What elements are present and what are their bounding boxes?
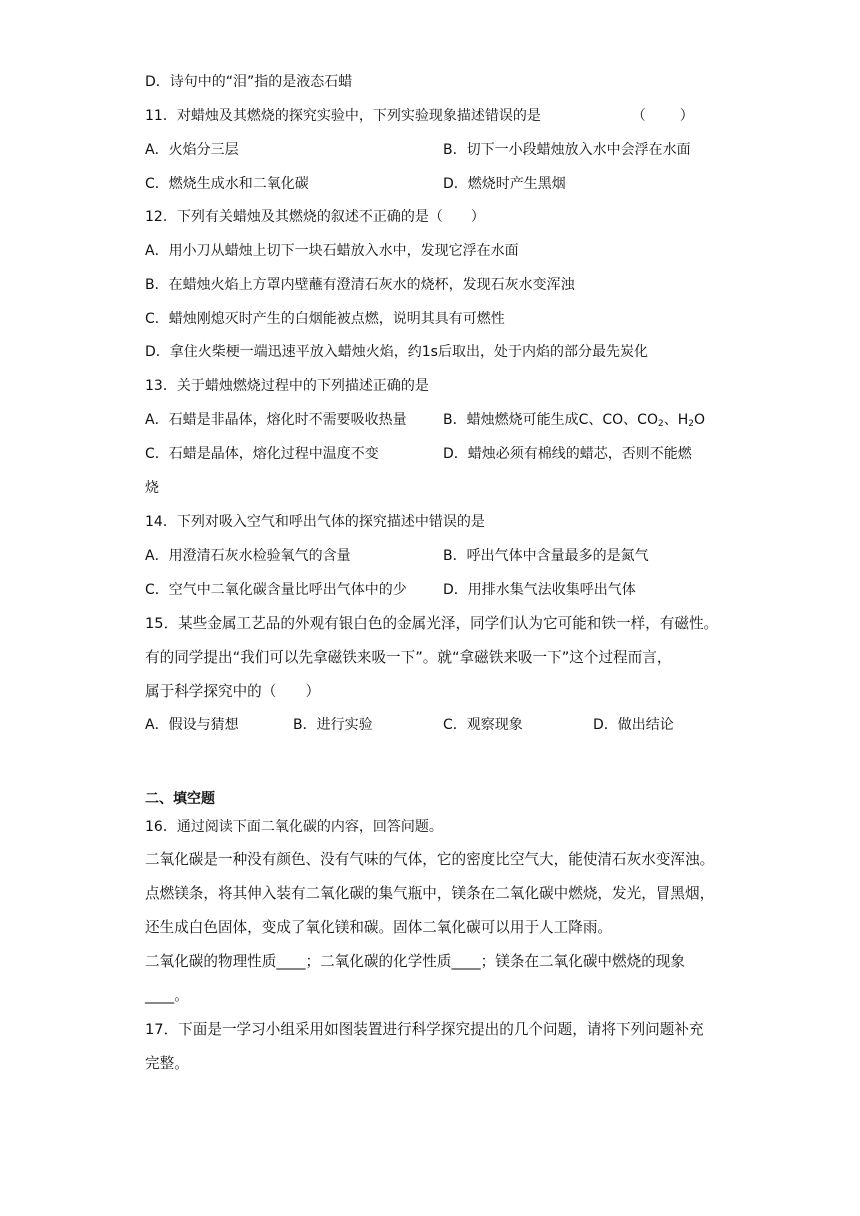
q11-bracket-close: ） <box>679 108 694 124</box>
q10-option-d: D．诗句中的“泪”指的是液态石蜡 <box>145 74 353 90</box>
q15-option-b: B．进行实验 <box>293 717 373 733</box>
q15-option-a: A．假设与猜想 <box>145 717 239 733</box>
q16-stem: 16．通过阅读下面二氧化碳的内容，回答问题。 <box>145 819 443 835</box>
q13-option-d-continued: 烧 <box>145 480 159 496</box>
q13-b-mid: 、H <box>663 412 689 428</box>
q12-option-c: C．蜡烛刚熄灭时产生的白烟能被点燃，说明其具有可燃性 <box>145 311 505 327</box>
q12-stem: 12．下列有关蜡烛及其燃烧的叙述不正确的是（ ） <box>145 209 485 225</box>
q16-question-line-1: 二氧化碳的物理性质____；二氧化碳的化学性质____；镁条在二氧化碳中燃烧的现象 <box>145 953 685 970</box>
q16-passage-line-1: 二氧化碳是一种没有颜色、没有气味的气体，它的密度比空气大，能使清石灰水变浑浊。 <box>145 851 715 868</box>
q15-line-2: 有的同学提出“我们可以先拿磁铁来吸一下”。就“拿磁铁来吸一下”这个过程而言， <box>145 649 672 666</box>
q13-b-sub2: 2 <box>688 419 694 429</box>
q11-stem <box>145 107 694 125</box>
q14-option-c: C．空气中二氧化碳含量比呼出气体中的少 <box>145 582 407 598</box>
q15-line-3: 属于科学探究中的（ ） <box>145 683 321 700</box>
q16-passage <box>145 843 725 1013</box>
q14-option-d: D．用排水集气法收集呼出气体 <box>443 582 636 598</box>
q11-option-a: A．火焰分三层 <box>145 142 239 158</box>
q12-option-b: B．在蜡烛火焰上方罩内壁蘸有澄清石灰水的烧杯，发现石灰水变浑浊 <box>145 277 575 293</box>
q13-b-post: O <box>693 412 706 428</box>
q11-option-c: C．燃烧生成水和二氧化碳 <box>145 176 309 192</box>
q13-option-b <box>443 411 705 429</box>
q13-option-c: C．石蜡是晶体，熔化过程中温度不变 <box>145 446 379 462</box>
q15-stem <box>145 607 725 709</box>
q16-question-line-2: ____。 <box>145 987 189 1004</box>
q11-stem-text: 11．对蜡烛及其燃烧的探究实验中，下列实验现象描述错误的是 <box>145 108 541 124</box>
q17-line-2: 完整。 <box>145 1055 189 1072</box>
q15-option-c: C．观察现象 <box>443 717 523 733</box>
q13-option-d: D．蜡烛必须有棉线的蜡芯，否则不能燃 <box>443 446 692 462</box>
q11-bracket-open: （ <box>631 108 646 124</box>
q17-line-1: 17．下面是一学习小组采用如图装置进行科学探究提出的几个问题，请将下列问题补充 <box>145 1021 704 1038</box>
section-title-fill-in: 二、填空题 <box>145 791 215 807</box>
q15-line-1: 15．某些金属工艺品的外观有银白色的金属光泽，同学们认为它可能和铁一样，有磁性。 <box>145 615 719 632</box>
q11-option-d: D．燃烧时产生黑烟 <box>443 176 566 192</box>
q12-option-d: D．拿住火柴梗一端迅速平放入蜡烛火焰，约1s后取出，处于内焰的部分最先炭化 <box>145 344 648 360</box>
q16-passage-line-3: 还生成白色固体，变成了氧化镁和碳。固体二氧化碳可以用于人工降雨。 <box>145 919 613 936</box>
q14-option-a: A．用澄清石灰水检验氧气的含量 <box>145 548 351 564</box>
q13-stem: 13．关于蜡烛燃烧过程中的下列描述正确的是 <box>145 378 429 394</box>
q14-option-b: B．呼出气体中含量最多的是氮气 <box>443 548 649 564</box>
q17-stem <box>145 1013 725 1081</box>
q13-option-a: A．石蜡是非晶体，熔化时不需要吸收热量 <box>145 412 407 428</box>
q15-option-d: D．做出结论 <box>593 717 674 733</box>
q11-option-b: B．切下一小段蜡烛放入水中会浮在水面 <box>443 142 691 158</box>
q13-b-pre: B．蜡烛燃烧可能生成C、CO、CO <box>443 412 658 428</box>
q14-stem: 14．下列对吸入空气和呼出气体的探究描述中错误的是 <box>145 514 485 530</box>
q16-passage-line-2: 点燃镁条，将其伸入装有二氧化碳的集气瓶中，镁条在二氧化碳中燃烧，发光，冒黑烟， <box>145 885 715 902</box>
q13-b-sub1: 2 <box>657 419 664 429</box>
q12-option-a: A．用小刀从蜡烛上切下一块石蜡放入水中，发现它浮在水面 <box>145 243 519 259</box>
